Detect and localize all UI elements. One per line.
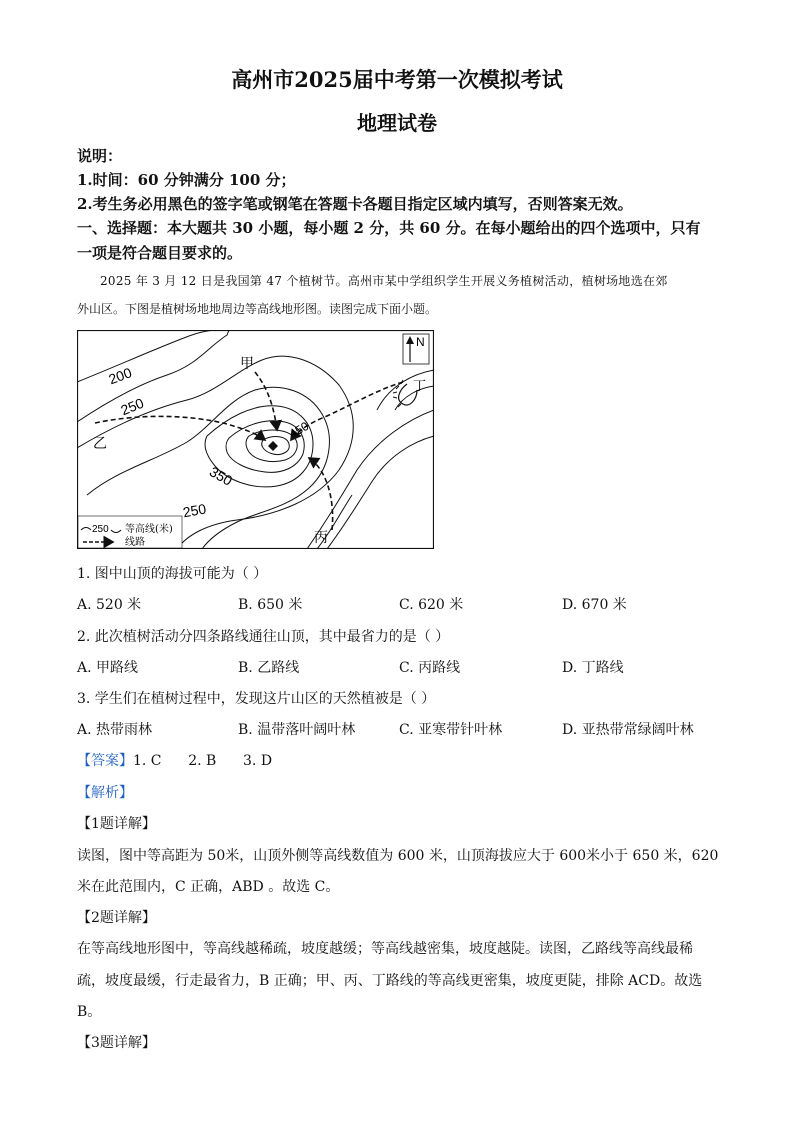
q3-option-a[interactable]: A. 热带雨林	[77, 722, 153, 738]
question-3-stem: 3. 学生们在植树过程中，发现这片山区的天然植被是（ ）	[77, 691, 436, 707]
q3-option-d[interactable]: D. 亚热带常绿阔叶林	[562, 722, 694, 738]
contour-map-figure	[77, 330, 434, 549]
label-200: 200	[106, 364, 134, 388]
q2-analysis-heading: 【2题详解】	[77, 910, 156, 926]
label-250-top: 250	[118, 394, 147, 419]
point-bing: 丙	[314, 530, 328, 546]
question-2-stem: 2. 此次植树活动分四条路线通往山顶，其中最省力的是（ ）	[77, 629, 450, 645]
passage-line-1: 2025 年 3 月 12 日是我国第 47 个植树节。高州市某中学组织学生开展义务植树活动，植树场地选在郊	[100, 274, 668, 288]
label-450: 450	[286, 418, 312, 442]
point-jia: 甲	[240, 356, 254, 372]
instructions-heading: 说明：	[77, 147, 123, 165]
q3-analysis-heading: 【3题详解】	[77, 1035, 156, 1051]
instruction-time: 1.时间：60 分钟满分 100 分；	[77, 171, 296, 189]
q1-option-d[interactable]: D. 670 米	[562, 597, 627, 613]
q1-analysis-line-1: 读图，图中等高距为 50米，山顶外侧等高线数值为 600 米，山顶海拔应大于 600米小于 650 米，620	[77, 848, 719, 864]
q2-option-c[interactable]: C. 丙路线	[399, 660, 461, 676]
answer-text: 1. C 2. B 3. D	[133, 753, 273, 769]
exam-subtitle: 地理试卷	[357, 111, 437, 135]
legend-route: 线路	[125, 537, 145, 548]
q2-analysis-line-3: B。	[77, 1004, 102, 1020]
point-ding: 丁	[413, 379, 427, 394]
q3-option-b[interactable]: B. 温带落叶阔叶林	[238, 722, 356, 738]
section-heading-cont: 一项是符合题目要求的。	[77, 244, 243, 262]
passage-line-2: 外山区。下图是植树场地地周边等高线地形图。读图完成下面小题。	[77, 302, 438, 316]
q1-option-b[interactable]: B. 650 米	[238, 597, 303, 613]
q2-option-a[interactable]: A. 甲路线	[77, 660, 139, 676]
q1-option-c[interactable]: C. 620 米	[399, 597, 464, 613]
exam-title: 高州市2025届中考第一次模拟考试	[231, 67, 563, 92]
legend-contour: 等高线(米)	[125, 524, 173, 535]
q1-option-a[interactable]: A. 520 米	[77, 597, 142, 613]
q2-analysis-line-1: 在等高线地形图中，等高线越稀疏，坡度越缓；等高线越密集，坡度越陡。读图，乙路线等高线最稀	[77, 941, 693, 957]
answer-line	[77, 750, 272, 770]
contour-map	[77, 330, 434, 549]
q1-analysis-line-2: 米在此范围内，C 正确，ABD 。故选 C。	[77, 879, 340, 895]
label-350: 350	[206, 463, 236, 489]
q2-analysis-line-2: 疏，坡度最缓，行走最省力，B 正确；甲、丙、丁路线的等高线更密集，坡度更陡，排除 ACD。故选	[77, 973, 703, 989]
question-1-stem: 1. 图中山顶的海拔可能为（ ）	[77, 566, 268, 582]
q2-option-b[interactable]: B. 乙路线	[238, 660, 300, 676]
instruction-pen: 2.考生务必用黑色的签字笔或钢笔在答题卡各题目指定区域内填写，否则答案无效。	[77, 195, 633, 213]
q3-option-c[interactable]: C. 亚寒带针叶林	[399, 722, 503, 738]
q2-option-d[interactable]: D. 丁路线	[562, 660, 624, 676]
analysis-tag: 【解析】	[77, 785, 133, 801]
point-yi: 乙	[93, 436, 107, 452]
section-heading: 一、选择题：本大题共 30 小题，每小题 2 分，共 60 分。在每小题给出的四个选项中，只有	[77, 219, 701, 237]
north-label: N	[416, 335, 425, 349]
answer-tag: 【答案】	[77, 753, 133, 769]
legend-value: 250	[92, 524, 109, 535]
label-250-bottom: 250	[181, 500, 208, 521]
q1-analysis-heading: 【1题详解】	[77, 816, 156, 832]
